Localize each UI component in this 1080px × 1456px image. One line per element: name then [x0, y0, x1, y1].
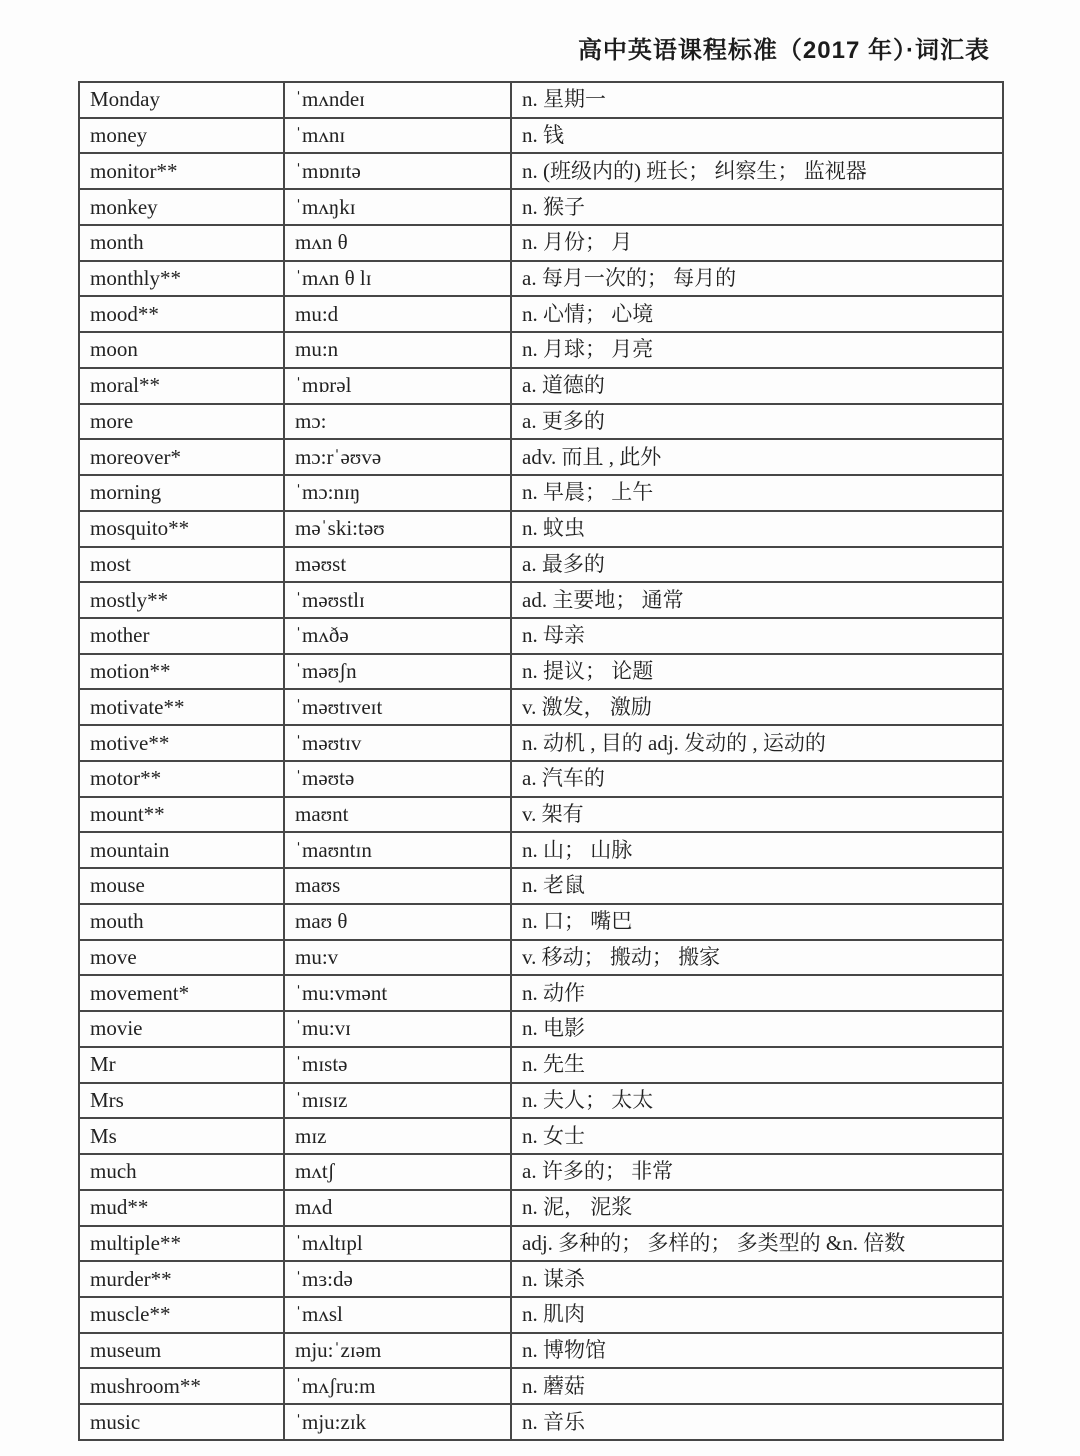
ipa-cell: ˈməʊtə [284, 761, 511, 797]
definition-cell: n. 星期一 [511, 82, 1003, 118]
vocab-row [79, 368, 1003, 404]
definition-cell: a. 许多的； 非常 [511, 1154, 1003, 1190]
word-cell: mouth [79, 904, 284, 940]
word-cell: moon [79, 332, 284, 368]
word-cell: moral** [79, 368, 284, 404]
word-cell: Ms [79, 1118, 284, 1154]
word-cell: movie [79, 1011, 284, 1047]
vocab-row [79, 1190, 1003, 1226]
word-cell: mother [79, 618, 284, 654]
ipa-cell: ˈmɒnɪtə [284, 153, 511, 189]
ipa-cell: ˈmɪsɪz [284, 1083, 511, 1119]
definition-cell: n. 泥， 泥浆 [511, 1190, 1003, 1226]
ipa-cell: ˈmʌn θ lɪ [284, 261, 511, 297]
vocab-row [79, 261, 1003, 297]
definition-cell: n. 谋杀 [511, 1261, 1003, 1297]
word-cell: music [79, 1404, 284, 1440]
word-cell: museum [79, 1333, 284, 1369]
ipa-cell: ˈməʊʃn [284, 654, 511, 690]
definition-cell: v. 移动； 搬动； 搬家 [511, 940, 1003, 976]
definition-cell: n. 钱 [511, 118, 1003, 154]
definition-cell: n. 电影 [511, 1011, 1003, 1047]
definition-cell: n. 月份； 月 [511, 225, 1003, 261]
definition-cell: n. 猴子 [511, 189, 1003, 225]
definition-cell: ad. 主要地； 通常 [511, 582, 1003, 618]
word-cell: much [79, 1154, 284, 1190]
ipa-cell: mɪz [284, 1118, 511, 1154]
ipa-cell: ˈmʌltɪpl [284, 1226, 511, 1262]
definition-cell: n. 口； 嘴巴 [511, 904, 1003, 940]
definition-cell: adv. 而且 , 此外 [511, 439, 1003, 475]
ipa-cell: ˈmaʊntɪn [284, 832, 511, 868]
ipa-cell: ˈmɪstə [284, 1047, 511, 1083]
vocab-row [79, 940, 1003, 976]
vocab-row [79, 582, 1003, 618]
word-cell: mount** [79, 797, 284, 833]
vocab-row [79, 404, 1003, 440]
ipa-cell: mɔ: [284, 404, 511, 440]
ipa-cell: ˈmʌʃru:m [284, 1368, 511, 1404]
word-cell: morning [79, 475, 284, 511]
vocab-row [79, 225, 1003, 261]
vocab-row [79, 1368, 1003, 1404]
ipa-cell: ˈməʊtɪveɪt [284, 689, 511, 725]
word-cell: month [79, 225, 284, 261]
ipa-cell: maʊ θ [284, 904, 511, 940]
definition-cell: n. 早晨； 上午 [511, 475, 1003, 511]
ipa-cell: mʌd [284, 1190, 511, 1226]
definition-cell: n. 母亲 [511, 618, 1003, 654]
definition-cell: n. 老鼠 [511, 868, 1003, 904]
definition-cell: v. 架有 [511, 797, 1003, 833]
vocab-row [79, 654, 1003, 690]
word-cell: mouse [79, 868, 284, 904]
definition-cell: n. 蚊虫 [511, 511, 1003, 547]
vocab-row [79, 1297, 1003, 1333]
vocab-row [79, 1333, 1003, 1369]
vocab-row [79, 82, 1003, 118]
word-cell: mountain [79, 832, 284, 868]
word-cell: monkey [79, 189, 284, 225]
word-cell: mushroom** [79, 1368, 284, 1404]
ipa-cell: ˈmʌsl [284, 1297, 511, 1333]
definition-cell: n. 山； 山脉 [511, 832, 1003, 868]
ipa-cell: ˈmʌðə [284, 618, 511, 654]
vocab-row [79, 439, 1003, 475]
word-cell: mostly** [79, 582, 284, 618]
vocab-row [79, 475, 1003, 511]
ipa-cell: ˈmu:vɪ [284, 1011, 511, 1047]
ipa-cell: ˈmʌndeɪ [284, 82, 511, 118]
ipa-cell: məʊst [284, 547, 511, 583]
vocab-row [79, 1083, 1003, 1119]
definition-cell: n. (班级内的) 班长； 纠察生； 监视器 [511, 153, 1003, 189]
word-cell: motion** [79, 654, 284, 690]
vocab-row [79, 618, 1003, 654]
vocab-row [79, 1226, 1003, 1262]
vocab-table [78, 81, 1004, 1441]
word-cell: motor** [79, 761, 284, 797]
definition-cell: n. 先生 [511, 1047, 1003, 1083]
vocab-row [79, 832, 1003, 868]
vocab-row [79, 689, 1003, 725]
vocab-row [79, 975, 1003, 1011]
word-cell: movement* [79, 975, 284, 1011]
ipa-cell: mu:v [284, 940, 511, 976]
ipa-cell: ˈməʊtɪv [284, 725, 511, 761]
vocab-row [79, 153, 1003, 189]
definition-cell: a. 每月一次的； 每月的 [511, 261, 1003, 297]
page-title: 高中英语课程标准（2017 年）·词汇表 [577, 37, 990, 64]
ipa-cell: mju:ˈzɪəm [284, 1333, 511, 1369]
vocab-row [79, 1011, 1003, 1047]
word-cell: mud** [79, 1190, 284, 1226]
word-cell: motivate** [79, 689, 284, 725]
ipa-cell: ˈmɜ:də [284, 1261, 511, 1297]
word-cell: motive** [79, 725, 284, 761]
ipa-cell: mʌtʃ [284, 1154, 511, 1190]
definition-cell: a. 道德的 [511, 368, 1003, 404]
ipa-cell: mu:d [284, 296, 511, 332]
vocab-row [79, 547, 1003, 583]
definition-cell: n. 博物馆 [511, 1333, 1003, 1369]
definition-cell: n. 肌肉 [511, 1297, 1003, 1333]
definition-cell: n. 心情； 心境 [511, 296, 1003, 332]
vocab-row [79, 1154, 1003, 1190]
word-cell: monitor** [79, 153, 284, 189]
vocab-row [79, 1118, 1003, 1154]
ipa-cell: maʊnt [284, 797, 511, 833]
definition-cell: n. 月球； 月亮 [511, 332, 1003, 368]
definition-cell: n. 蘑菇 [511, 1368, 1003, 1404]
definition-cell: n. 动机 , 目的 adj. 发动的 , 运动的 [511, 725, 1003, 761]
definition-cell: a. 汽车的 [511, 761, 1003, 797]
vocab-row [79, 1261, 1003, 1297]
ipa-cell: ˈmʌŋkɪ [284, 189, 511, 225]
definition-cell: a. 更多的 [511, 404, 1003, 440]
word-cell: murder** [79, 1261, 284, 1297]
vocab-row [79, 761, 1003, 797]
word-cell: most [79, 547, 284, 583]
vocab-row [79, 725, 1003, 761]
word-cell: mosquito** [79, 511, 284, 547]
word-cell: moreover* [79, 439, 284, 475]
word-cell: mood** [79, 296, 284, 332]
word-cell: muscle** [79, 1297, 284, 1333]
vocab-row [79, 1047, 1003, 1083]
vocab-row [79, 797, 1003, 833]
ipa-cell: ˈmu:vmənt [284, 975, 511, 1011]
ipa-cell: mɔ:rˈəʊvə [284, 439, 511, 475]
ipa-cell: məˈski:təʊ [284, 511, 511, 547]
definition-cell: v. 激发， 激励 [511, 689, 1003, 725]
ipa-cell: mʌn θ [284, 225, 511, 261]
word-cell: move [79, 940, 284, 976]
definition-cell: n. 提议； 论题 [511, 654, 1003, 690]
ipa-cell: maʊs [284, 868, 511, 904]
ipa-cell: ˈməʊstlɪ [284, 582, 511, 618]
vocab-row [79, 189, 1003, 225]
word-cell: money [79, 118, 284, 154]
ipa-cell: ˈmɒrəl [284, 368, 511, 404]
ipa-cell: mu:n [284, 332, 511, 368]
definition-cell: n. 音乐 [511, 1404, 1003, 1440]
definition-cell: n. 夫人； 太太 [511, 1083, 1003, 1119]
ipa-cell: ˈmɔ:nɪŋ [284, 475, 511, 511]
definition-cell: adj. 多种的； 多样的； 多类型的 &n. 倍数 [511, 1226, 1003, 1262]
word-cell: more [79, 404, 284, 440]
ipa-cell: ˈmju:zɪk [284, 1404, 511, 1440]
word-cell: Mrs [79, 1083, 284, 1119]
definition-cell: n. 动作 [511, 975, 1003, 1011]
vocab-table-body [79, 82, 1003, 1440]
word-cell: Mr [79, 1047, 284, 1083]
ipa-cell: ˈmʌnɪ [284, 118, 511, 154]
definition-cell: n. 女士 [511, 1118, 1003, 1154]
vocab-row [79, 511, 1003, 547]
word-cell: multiple** [79, 1226, 284, 1262]
vocab-row [79, 332, 1003, 368]
vocab-row [79, 904, 1003, 940]
word-cell: Monday [79, 82, 284, 118]
vocab-row [79, 1404, 1003, 1440]
vocab-row [79, 296, 1003, 332]
vocab-row [79, 868, 1003, 904]
word-cell: monthly** [79, 261, 284, 297]
definition-cell: a. 最多的 [511, 547, 1003, 583]
vocab-row [79, 118, 1003, 154]
